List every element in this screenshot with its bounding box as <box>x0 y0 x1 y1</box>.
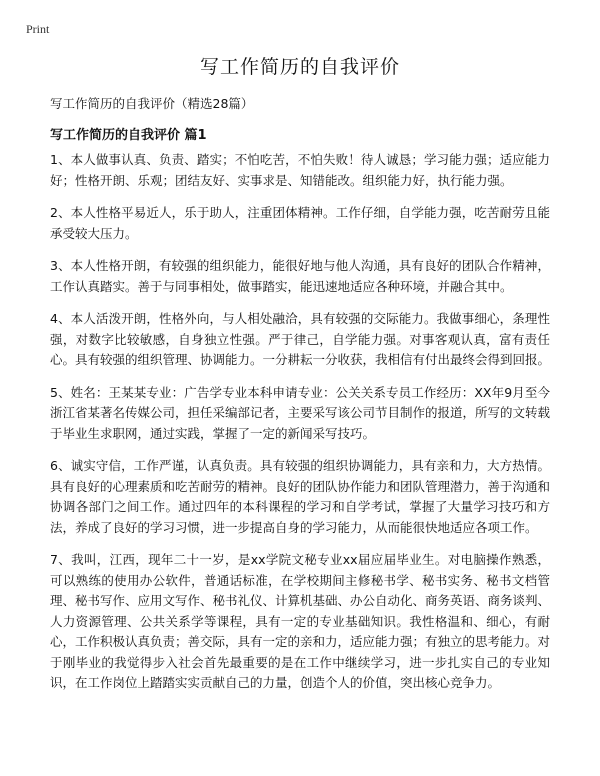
page-title: 写工作简历的自我评价 <box>199 56 400 78</box>
document-subtitle: 写工作简历的自我评价（精选28篇） <box>50 96 254 111</box>
paragraph-7: 7、我叫，江西，现年二十一岁，是xx学院文秘专业xx届应届毕业生。对电脑操作熟悉，可以熟练的使用办公软件，普通话标准，在学校期间主修秘书学、秘书实务、秘书文档管理、秘书写作、应用文写作、秘书礼仪、计算机基础、办公自动化、商务英语、商务谈判、人力资源管理、公共关系学等课程，具有一定的专业基础知识。我性格温和、细心，有耐心，工作积极认真负责；善交际，具有一定的亲和力，适应能力强；有独立的思考能力。对于刚毕业的我觉得步入社会首先最重要的是在工作中继续学习，进一步扎实自己的专业知识，在工作岗位上踏踏实实贡献自己的力量，创造个人的价值，突出核心竞争力。 <box>50 552 551 690</box>
paragraph-2: 2、本人性格平易近人，乐于助人，注重团体精神。工作仔细，自学能力强，吃苦耐劳且能承受较大压力。 <box>50 205 550 241</box>
print-link[interactable]: Print <box>26 22 50 36</box>
paragraph-5: 5、姓名：王某某专业：广告学专业本科申请专业：公关关系专员工作经历：XX年9月至今浙江省某著名传媒公司，担任采编部记者，主要采写该公司节目制作的报道，所写的文转载于毕业生求职网，通过实践，掌握了一定的新闻采写技巧。 <box>50 384 551 441</box>
section-heading: 写工作简历的自我评价 篇1 <box>50 128 207 143</box>
article-body <box>50 150 550 706</box>
paragraph-3: 3、本人性格开朗，有较强的组织能力，能很好地与他人沟通，具有良好的团队合作精神，工作认真踏实。善于与同事相处，做事踏实，能迅速地适应各种环境，并融合其中。 <box>50 258 550 294</box>
paragraph-4: 4、本人活泼开朗，性格外向，与人相处融洽，具有较强的交际能力。我做事细心，条理性强，对数字比较敏感，自身独立性强。严于律己，自学能力强。对事客观认真，富有责任心。具有较强的组织管理、协调能力。一分耕耘一分收获，我相信有付出最终会得到回报。 <box>50 311 551 367</box>
paragraph-6: 6、诚实守信，工作严谨，认真负责。具有较强的组织协调能力，具有亲和力，大方热情。具有良好的心理素质和吃苦耐劳的精神。良好的团队协作能力和团队管理潜力，善于沟通和协调各部门之间工作。通过四年的本科课程的学习和自学考试，掌握了大量学习技巧和方法，养成了良好的学习习惯，进一步提高自身的学习能力，从而能很快地适应各项工作。 <box>50 458 551 535</box>
paragraph-1: 1、本人做事认真、负责、踏实；不怕吃苦，不怕失败！待人诚恳；学习能力强；适应能力好；性格开朗、乐观；团结友好、实事求是、知错能改。组织能力好，执行能力强。 <box>50 152 550 188</box>
